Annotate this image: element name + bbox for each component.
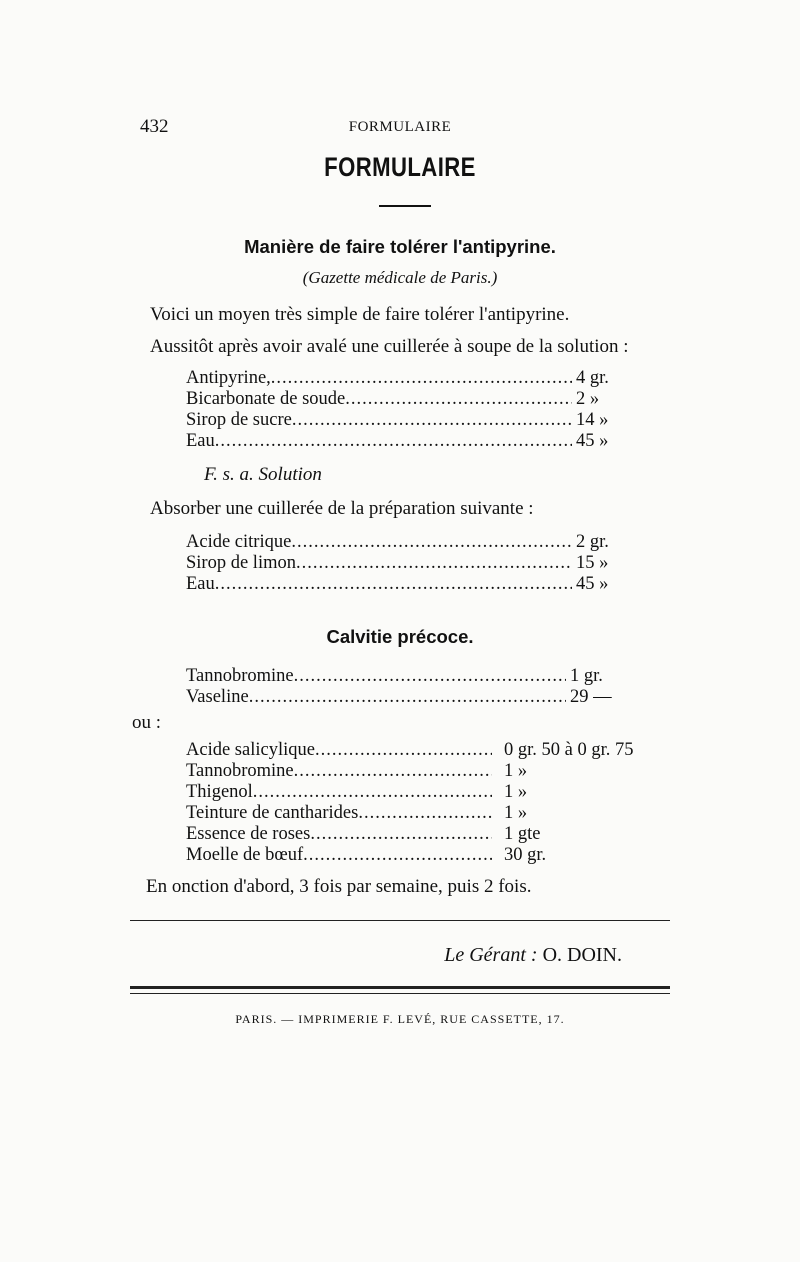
- recipe-row: Antipyrine, ..... 4 gr.: [186, 368, 626, 389]
- recipe-row: Eau ..... 45 »: [186, 574, 626, 595]
- ou-label: ou :: [132, 712, 162, 733]
- recipe-row: Tannobromine ..... 1 gr.: [186, 666, 626, 687]
- divider-thin: [130, 993, 670, 994]
- recipe-row: Teinture de cantharides ..... 1 »: [186, 803, 504, 824]
- recipe-row: Moelle de bœuf ..... 30 gr.: [186, 845, 504, 866]
- recipe-row: Sirop de sucre ..... 14 »: [186, 410, 626, 431]
- paragraph: Aussitôt après avoir avalé une cuillerée à soupe de la solution :: [150, 336, 629, 357]
- divider-thick: [130, 986, 670, 989]
- recipe-row: Sirop de limon ..... 15 »: [186, 553, 626, 574]
- title-rule: [379, 205, 431, 207]
- printer-imprint: PARIS. — IMPRIMERIE F. LEVÉ, RUE CASSETTE, 17.: [235, 1012, 565, 1026]
- recipe-row: Eau ..... 45 »: [186, 431, 626, 452]
- section-heading-antipyrine: Manière de faire tolérer l'antipyrine.: [244, 236, 556, 257]
- recipe-list: [186, 532, 626, 595]
- recipe-row: Essence de roses ..... 1 gte: [186, 824, 504, 845]
- gerant-signature: Le Gérant : O. DOIN.: [444, 944, 622, 966]
- recipe-row: Acide salicylique ..... 0 gr. 50 à 0 gr. 75: [186, 740, 504, 761]
- recipe-row: Vaseline ..... 29 —: [186, 687, 626, 708]
- divider: [130, 920, 670, 921]
- recipe-list: [186, 368, 626, 452]
- page-number: 432: [140, 116, 169, 137]
- paragraph: Voici un moyen très simple de faire tolérer l'antipyrine.: [150, 304, 570, 325]
- fsa-note: F. s. a. Solution: [204, 464, 322, 485]
- paragraph: Absorber une cuillerée de la préparation suivante :: [150, 498, 534, 519]
- recipe-row: Bicarbonate de soude ..... 2 »: [186, 389, 626, 410]
- recipe-list: [186, 666, 626, 708]
- recipe-row: Tannobromine ..... 1 »: [186, 761, 504, 782]
- main-title: FORMULAIRE: [324, 152, 476, 182]
- paragraph: En onction d'abord, 3 fois par semaine, puis 2 fois.: [146, 876, 532, 897]
- source-citation: (Gazette médicale de Paris.): [302, 268, 498, 287]
- recipe-row: Thigenol ..... 1 »: [186, 782, 504, 803]
- section-heading-calvitie: Calvitie précoce.: [326, 626, 474, 647]
- recipe-row: Acide citrique ..... 2 gr.: [186, 532, 626, 553]
- recipe-list: [186, 740, 634, 866]
- running-title: FORMULAIRE: [348, 119, 452, 135]
